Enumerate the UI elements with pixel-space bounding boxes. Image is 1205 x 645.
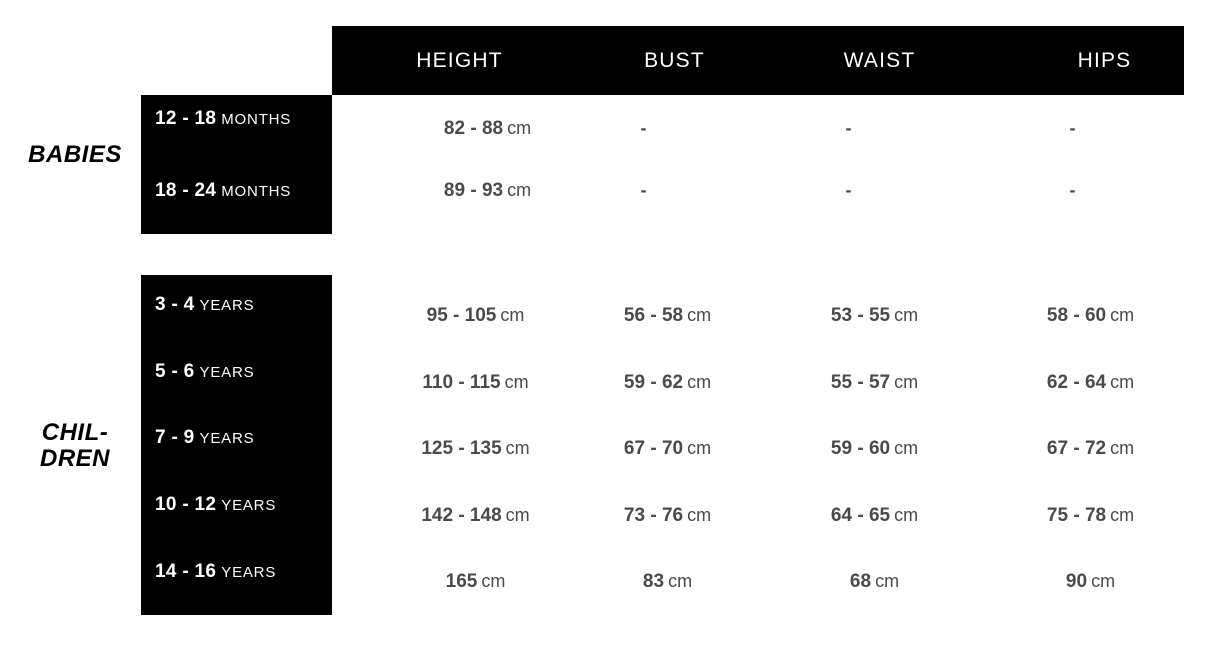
- cell-babies-0-hips: -: [1069, 118, 1076, 138]
- cell-children-1-hips: 62 - 64 cm: [1046, 372, 1135, 393]
- size-unit: MONTHS: [221, 183, 292, 200]
- cell-babies-0-waist: -: [845, 118, 852, 138]
- size-range: 14 - 16: [155, 561, 217, 582]
- size-label-5-6-years: [155, 361, 254, 383]
- size-range: 18 - 24: [155, 180, 217, 201]
- size-unit: YEARS: [221, 564, 277, 581]
- size-label-7-9-years: [155, 427, 254, 449]
- cell-children-4-waist: 68 cm: [849, 571, 900, 592]
- column-header-height: HEIGHT: [416, 49, 503, 72]
- size-range: 5 - 6: [155, 361, 195, 382]
- cell-children-0-waist: 53 - 55 cm: [830, 305, 919, 326]
- size-label-3-4-years: [155, 294, 254, 316]
- cell-children-2-hips: 67 - 72 cm: [1046, 438, 1135, 459]
- column-header-hips: HIPS: [1077, 49, 1132, 72]
- cell-children-2-waist: 59 - 60 cm: [830, 438, 919, 459]
- cell-children-4-bust: 83 cm: [642, 571, 693, 592]
- cell-babies-1-bust: -: [640, 180, 647, 200]
- group-label-children: [10, 420, 140, 472]
- cell-children-1-waist: 55 - 57 cm: [830, 372, 919, 393]
- size-unit: YEARS: [221, 497, 277, 514]
- cell-children-0-hips: 58 - 60 cm: [1046, 305, 1135, 326]
- cell-children-1-bust: 59 - 62 cm: [623, 372, 712, 393]
- size-unit: YEARS: [199, 297, 255, 314]
- cell-babies-1-waist: -: [845, 180, 852, 200]
- size-unit: YEARS: [199, 364, 255, 381]
- cell-babies-1-height: 89 - 93 cm: [443, 180, 532, 201]
- cell-children-2-bust: 67 - 70 cm: [623, 438, 712, 459]
- size-label-12-18-months: [155, 108, 291, 130]
- cell-children-4-height: 165 cm: [445, 571, 506, 592]
- cell-children-4-hips: 90 cm: [1065, 571, 1116, 592]
- cell-children-2-height: 125 - 135 cm: [421, 438, 530, 459]
- size-range: 3 - 4: [155, 294, 195, 315]
- cell-children-3-hips: 75 - 78 cm: [1046, 505, 1135, 526]
- column-header-band: [332, 26, 1184, 95]
- size-range: 12 - 18: [155, 108, 217, 129]
- cell-children-0-bust: 56 - 58 cm: [623, 305, 712, 326]
- size-range: 7 - 9: [155, 427, 195, 448]
- cell-babies-1-hips: -: [1069, 180, 1076, 200]
- group-label-children-line2: DREN: [39, 445, 110, 472]
- cell-children-3-height: 142 - 148 cm: [421, 505, 530, 526]
- cell-children-0-height: 95 - 105 cm: [426, 305, 525, 326]
- cell-children-1-height: 110 - 115 cm: [422, 372, 529, 393]
- size-unit: MONTHS: [221, 111, 292, 128]
- size-label-10-12-years: [155, 494, 276, 516]
- cell-children-3-bust: 73 - 76 cm: [623, 505, 712, 526]
- size-unit: YEARS: [199, 430, 255, 447]
- group-label-children-line1: CHIL-: [41, 419, 109, 446]
- column-header-waist: WAIST: [843, 49, 916, 72]
- column-header-bust: BUST: [644, 49, 705, 72]
- cell-babies-0-bust: -: [640, 118, 647, 138]
- size-range: 10 - 12: [155, 494, 217, 515]
- cell-children-3-waist: 64 - 65 cm: [830, 505, 919, 526]
- size-label-18-24-months: [155, 180, 291, 202]
- cell-babies-0-height: 82 - 88 cm: [443, 118, 532, 139]
- size-label-14-16-years: [155, 561, 276, 583]
- group-label-babies: BABIES: [28, 141, 122, 168]
